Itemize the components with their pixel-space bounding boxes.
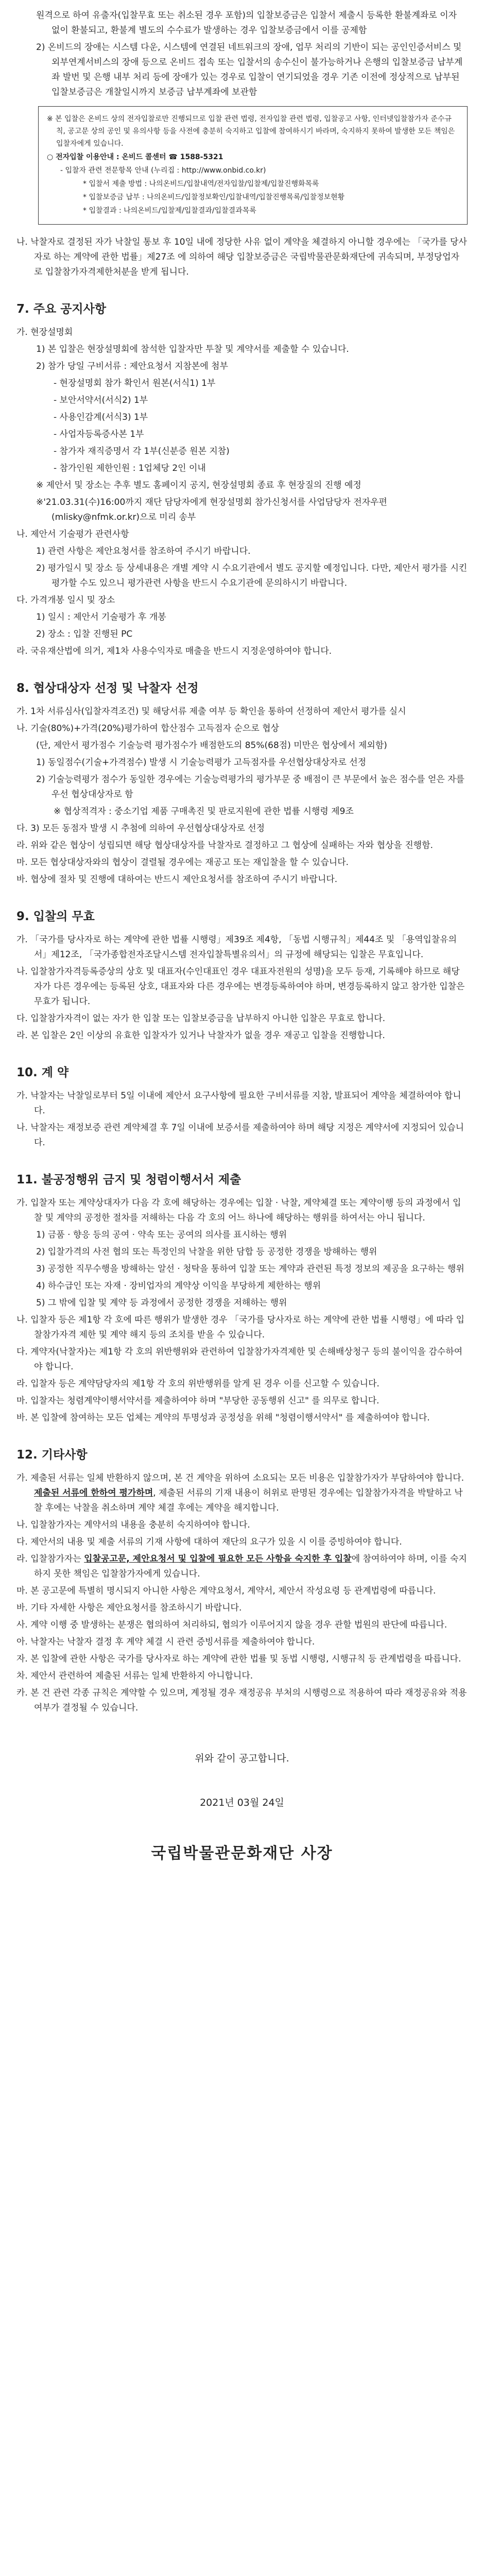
sub-heading: 다. 가격개봉 일시 및 장소	[16, 595, 115, 605]
list-item: 아. 낙찰자는 낙찰자 결정 후 계약 체결 시 관련 증빙서류를 제출하여야 합니다.	[16, 1637, 315, 1647]
section-heading: 9. 입찰의 무효	[16, 910, 95, 923]
emphasis-text: 제출된 서류에 한하여 평가하며	[34, 1488, 153, 1498]
list-item: 바. 기타 자세한 사항은 제안요청서를 참조하시기 바랍니다.	[16, 1603, 242, 1613]
list-item: 2) 평가일시 및 장소 등 상세내용은 개별 계약 시 수요기관에서 별도 공지할 예정입니다. 다만, 제안서 평가를 시킨 평가할 수도 있으니 평가관련 사항을 반드시 수요기관에 문의하시기 바랍니다.	[36, 563, 468, 588]
list-item: 4) 하수급인 또는 자재 · 장비업자의 계약상 이익을 부당하게 제한하는 행위	[36, 1281, 321, 1291]
list-item: 카. 본 건 관련 각종 규칙은 계약할 수 있으며, 계정될 경우 재정공유 부처의 시행령으로 적용하여 따라 재정공유와 적용여부가 결정될 수 있습니다.	[16, 1688, 467, 1713]
list-item: 가. 「국가를 당사자로 하는 계약에 관한 법률 시행령」제39조 제4항, 「동법 시행규칙」제44조 및 「용역입찰유의서」제12조, 「국가종합전자조달시스템 전자입찰특별유의서」의 규정에 해당되는 입찰은 무효입니다.	[16, 935, 457, 960]
text: , 제출된 서류의 기재 내용이 허위로 판명된 경우에는 입찰참가자격을 박탈하고 낙찰 후에는 낙찰을 취소하며 계약 체결 후에는 계약을 해지합니다.	[34, 1488, 463, 1513]
notice-line: ※ 본 입찰은 온비드 상의 전자입찰로만 진행되므로 입찰 관련 법령, 전자입찰 관련 법령, 입찰공고 사항, 인터넷입찰참가자 준수규칙, 공고문 상의 공인 및 유의사항 등을 사전에 충분히 숙지하고 입찰에 참여하시기 바라며, 숙지하지 못하여 발생한 모든 책임은 입찰자에게 있습니다.	[47, 115, 455, 148]
list-item: 바. 본 입찰에 참여하는 모든 업체는 계약의 투명성과 공정성을 위해 "청렴이행서약서" 를 제출하여야 합니다.	[16, 1413, 430, 1423]
list-item: 나. 입찰참가자는 계약서의 내용을 충분히 숙지하여야 합니다.	[16, 1520, 250, 1530]
section-heading: 10. 계 약	[16, 1066, 69, 1079]
closing-statement: 위와 같이 공고합니다.	[195, 1753, 289, 1764]
list-item: 가. 낙찰자는 낙찰일로부터 5일 이내에 제안서 요구사항에 필요한 구비서류를 지참, 발표되어 계약을 체결하여야 합니다.	[16, 1091, 461, 1116]
announcement-date: 2021년 03월 24일	[200, 1797, 284, 1808]
list-item: - 현장설명회 참가 확인서 원본(서식1) 1부	[54, 378, 216, 388]
list-item: 사. 계약 이행 중 발생하는 분쟁은 협의하여 처리하되, 협의가 이루어지지 않을 경우 관할 법원의 판단에 따릅니다.	[16, 1620, 447, 1630]
list-item: 2) 참가 당일 구비서류 : 제안요청서 지참본에 첨부	[36, 361, 229, 371]
list-item: 나. 입찰참가자격등록증상의 상호 및 대표자(수인대표인 경우 대표자전원의 성명)을 모두 등재, 기록해야 하므로 해당자가 다른 경우에는 등록된 상호, 대표자와 다른 경우에는 변경등록하여야 하며, 변경등록하지 않고 참가한 입찰은 무효가 됩니다.	[16, 967, 465, 1007]
list-item: 마. 입찰자는 청렴계약이행서약서를 제출하여야 하며 "부당한 공동행위 신고" 를 의무로 합니다.	[16, 1396, 379, 1406]
list-item: 자. 본 입찰에 관한 사항은 국가를 당사자로 하는 계약에 관한 법률 및 동법 시행령, 시행규칙 등 관계법령을 따릅니다.	[16, 1654, 461, 1664]
notice-line: * 입찰보증금 납부 : 나의온비드/입찰정보확인/입찰내역/입찰진행목록/입찰정보현황	[83, 193, 345, 201]
list-item: 2) 입찰가격의 사전 협의 또는 특정인의 낙찰을 위한 담합 등 공정한 경쟁을 방해하는 행위	[36, 1247, 377, 1257]
list-item: 라. 위와 같은 협상이 성립되면 해당 협상대상자를 낙찰자로 결정하고 그 협상에 실패하는 자와 협상을 진행함.	[16, 840, 434, 851]
announcement-document	[16, 8, 468, 1864]
notice-line: * 입찰서 제출 방법 : 나의온비드/입찰내역/전자입찰/입찰제/입찰진행화목록	[83, 180, 319, 188]
notice-box	[38, 106, 468, 225]
list-item: 2) 기술능력평가 점수가 동일한 경우에는 기술능력평가의 평가부문 중 배점이 큰 부문에서 높은 점수를 얻은 자를 우선 협상대상자로 함	[36, 774, 465, 800]
section-heading: 12. 기타사항	[16, 1448, 88, 1462]
list-item: 다. 계약자(낙찰자)는 제1항 각 호의 위반행위와 관련하여 입찰참가자격제한 및 손해배상청구 등의 불이익을 감수하여야 합니다.	[16, 1347, 463, 1372]
list-item: 마. 본 공고문에 특별히 명시되지 아니한 사항은 계약요청서, 계약서, 제안서 작성요령 등 관계법령에 따릅니다.	[16, 1586, 436, 1596]
list-item: 3) 공정한 직무수행을 방해하는 알선 · 청탁을 통하여 입찰 또는 계약과 관련된 특정 정보의 제공을 요구하는 행위	[36, 1264, 464, 1274]
text: 라. 입찰참가자는	[16, 1554, 84, 1564]
list-item: 1) 일시 : 제안서 기술평가 후 개봉	[36, 612, 166, 622]
list-item: 라. 입찰자 등은 계약담당자의 제1항 각 호의 위반행위를 알게 된 경우 이를 신고할 수 있습니다.	[16, 1379, 379, 1389]
section-heading: 11. 불공정행위 금지 및 청렴이행서서 제출	[16, 1173, 241, 1187]
list-item: 가. 1차 서류심사(입찰자격조건) 및 해당서류 제출 여부 등 확인을 통하여 선정하여 제안서 평가를 실시	[16, 706, 406, 717]
list-item: - 참가자 재직증명서 각 1부(신분증 원본 지참)	[54, 446, 230, 456]
section-heading: 7. 주요 공지사항	[16, 302, 107, 316]
text: 가. 제출된 서류는 일체 반환하지 않으며, 본 건 계약을 위하여 소요되는 모든 비용은 입찰참가자가 부담하여야 합니다.	[16, 1473, 464, 1483]
note: (단, 제안서 평가점수 기술능력 평가점수가 배점한도의 85%(68점) 미만은 협상에서 제외함)	[36, 740, 387, 751]
list-item	[16, 1552, 468, 1582]
list-item: - 사용인감계(서식3) 1부	[54, 412, 148, 422]
list-item: - 사업자등록증사본 1부	[54, 429, 144, 439]
list-item: 1) 관련 사항은 제안요청서를 참조하여 주시기 바랍니다.	[36, 546, 251, 556]
list-item: 2) 장소 : 입찰 진행된 PC	[36, 629, 133, 639]
list-item	[16, 1471, 468, 1516]
text: 에 참여하여야 하며, 이를 숙지하지 못한 책임은 입찰참가자에게 있습니다.	[34, 1554, 467, 1579]
paragraph-continuation: 원격으로 하여 유출자(입찰무효 또는 취소된 경우 포함)의 입찰보증금은 입찰서 제출시 등록한 환불계좌로 이자 없이 환불되고, 환불계 별도의 수수료가 발생하는 경우 입찰보증금에서 이를 공제함	[36, 10, 457, 36]
sub-heading: 나. 제안서 기술평가 관련사항	[16, 529, 129, 539]
list-item: 다. 3) 모든 동점자 발생 시 추첨에 의하여 우선협상대상자로 선정	[16, 823, 265, 834]
note: ※ 제안서 및 장소는 추후 별도 홈페이지 공지, 현장설명회 종료 후 현장질의 진행 예정	[36, 480, 361, 490]
note: ※'21.03.31(수)16:00까지 재단 담당자에게 현장설명회 참가신청서를 사업담당자 전자우편(mlisky@nfmk.or.kr)으로 미리 송부	[36, 497, 387, 522]
list-item: - 보안서약서(서식2) 1부	[54, 395, 148, 405]
note: ※ 협상적격자 : 중소기업 제품 구매촉진 및 판로지원에 관한 법률 시행령 제9조	[54, 806, 354, 817]
list-item: 5) 그 밖에 입찰 및 계약 등 과정에서 공정한 경쟁을 저해하는 행위	[36, 1298, 287, 1308]
section-heading: 8. 협상대상자 선정 및 낙찰자 선정	[16, 682, 199, 695]
list-item: 1) 동일점수(기술+가격점수) 발생 시 기술능력평가 고득점자를 우선협상대상자로 선정	[36, 757, 367, 768]
issuer-signature: 국립박물관문화재단 사장	[151, 1844, 333, 1862]
list-item: 가. 입찰자 또는 계약상대자가 다음 각 호에 해당하는 경우에는 입찰 · 낙찰, 계약체결 또는 계약이행 등의 과정에서 입찰 및 계약의 공정한 절차를 저해하는 다음 각 호의 어느 하나에 해당하는 행위를 하여서는 아니 됩니다.	[16, 1198, 461, 1223]
notice-line: - 입찰자 관련 전문항목 안내 (누리집 : http://www.onbid.co.kr)	[60, 166, 266, 175]
list-item: 다. 입찰참가자격이 없는 자가 한 입찰 또는 입찰보증금을 납부하지 아니한 입찰은 무효로 합니다.	[16, 1013, 386, 1024]
list-item: - 참가인원 제한인원 : 1업체당 2인 이내	[54, 463, 206, 473]
list-item: 나. 입찰자 등은 제1항 각 호에 따른 행위가 발생한 경우 「국가를 당사자로 하는 계약에 관한 법률 시행령」에 따라 입찰참가자격 제한 및 계약 해지 등의 조치를 받을 수 있습니다.	[16, 1315, 465, 1340]
notice-line: * 입찰결과 : 나의온비드/입찰제/입찰결과/입찰결과목록	[83, 207, 256, 215]
list-item: 1) 금품 · 향응 등의 공여 · 약속 또는 공여의 의사를 표시하는 행위	[36, 1230, 287, 1240]
list-item: 1) 본 입찰은 현장설명회에 참석한 입찰자만 투찰 및 계약서를 제출할 수 있습니다.	[36, 344, 349, 354]
list-item: 나. 낙찰자는 재정보증 관련 계약체결 후 7일 이내에 보증서를 제출하여야 하며 해당 지정은 계약서에 지정되어 있습니다.	[16, 1123, 464, 1148]
sub-heading: 라. 국유재산법에 의거, 제1차 사용수익자로 매출을 반드시 지정운영하여야 합니다.	[16, 646, 332, 656]
sub-heading: 가. 현장설명회	[16, 327, 73, 337]
list-item: 라. 본 입찰은 2인 이상의 유효한 입찰자가 있거나 낙찰자가 없을 경우 재공고 입찰을 진행합니다.	[16, 1030, 385, 1041]
emphasis-text: 입찰공고문, 제안요청서 및 입찰에 필요한 모든 사항을 숙지한 후 입찰	[84, 1554, 352, 1564]
list-item: 마. 모든 협상대상자와의 협상이 결렬될 경우에는 재공고 또는 재입찰을 할 수 있습니다.	[16, 857, 349, 868]
list-item: 다. 제안서의 내용 및 제출 서류의 기재 사항에 대하여 재단의 요구가 있을 시 이를 증빙하여야 합니다.	[16, 1537, 402, 1547]
list-item: 나. 기술(80%)+가격(20%)평가하여 합산점수 고득점자 순으로 협상	[16, 723, 280, 734]
notice-line: ○ 전자입찰 이용안내 : 온비드 콜센터 ☎ 1588-5321	[47, 153, 223, 161]
paragraph-forfeit: 나. 낙찰자로 결정된 자가 낙찰일 통보 후 10일 내에 정당한 사유 없이 계약을 체결하지 아니할 경우에는 「국가를 당사자로 하는 계약에 관한 법률」제27조 에 의하여 해당 입찰보증금은 국립박물관문화재단에 귀속되며, 부정당업자로 입찰참가자격제한처분을 받게 됩니다.	[16, 237, 467, 277]
list-item: 차. 제안서 관련하여 제출된 서류는 일체 반환하지 아니합니다.	[16, 1671, 253, 1681]
list-item: 바. 협상에 절차 및 진행에 대하여는 반드시 제안요청서를 참조하여 주시기 바랍니다.	[16, 874, 338, 885]
paragraph-onbid-outage: 2) 온비드의 장애는 시스템 다운, 시스템에 연결된 네트워크의 장애, 업무 처리의 기반이 되는 공인인증서비스 및 외부연계서비스의 장애 등으로 온비드 접속 또는 입찰서의 송수신이 불가능하거나 은행의 입찰보증금 납부계좌 발번 및 은행 내부 처리 등에 장애가 있는 경우로 입찰이 연기되었을 경우 기존 이전에 정상적으로 납부된 입찰보증금은 개찰일시까지 보증금 납부계좌에 보관함	[36, 42, 463, 97]
